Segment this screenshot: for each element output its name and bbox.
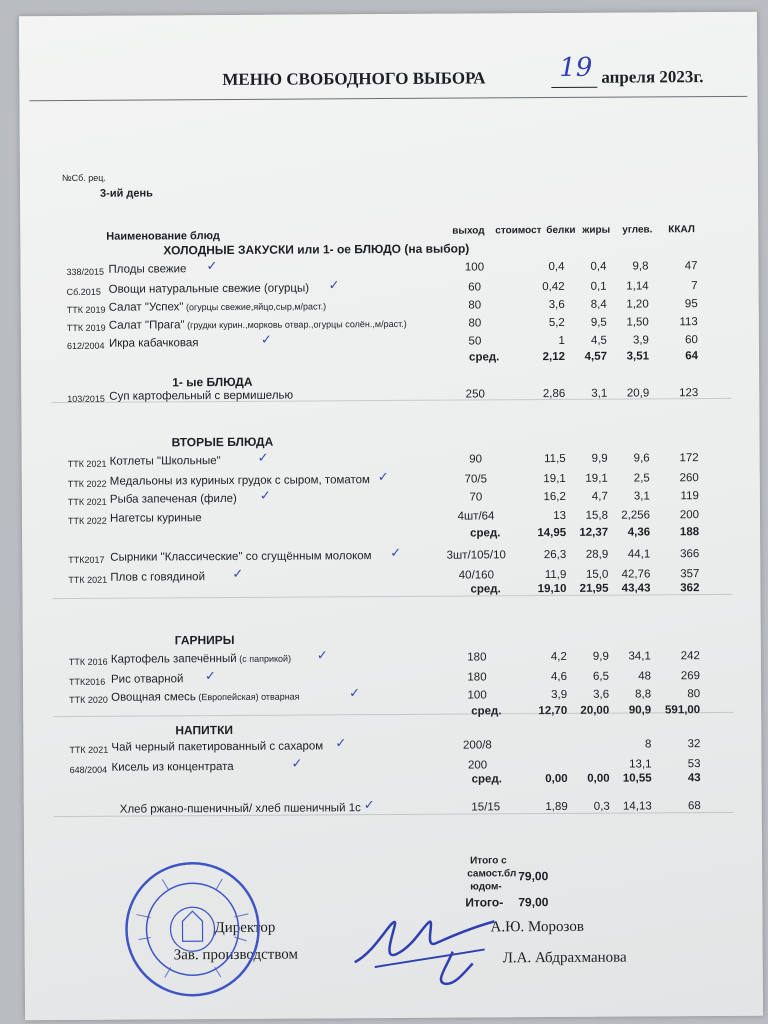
avg-protein: 2,12 <box>542 350 566 364</box>
kcal-value: 242 <box>680 650 700 663</box>
avg-kcal: 64 <box>685 350 699 363</box>
recipe-code: ТТК 2019 <box>66 322 106 333</box>
fat-value: 3,1 <box>591 387 608 400</box>
output-value: 180 <box>467 671 487 684</box>
bread-kcal: 68 <box>687 800 701 813</box>
avg-protein: 0,00 <box>545 772 568 786</box>
dish-note: (огурцы свежие,яйцо,сыр,м/раст.) <box>183 301 327 313</box>
carbs-value: 1,50 <box>626 316 649 329</box>
col-protein-header: белки <box>546 224 576 237</box>
protein-value: 11,5 <box>544 452 566 466</box>
kcal-value: 47 <box>684 260 698 273</box>
bread-name: Хлеб ржано-пшеничный/ хлеб пшеничный 1с <box>119 802 361 816</box>
dish-title: Рис отварной <box>110 673 184 686</box>
protein-value: 19,1 <box>543 472 566 486</box>
dish-title: Овощи натуральные свежие (огурцы) <box>108 282 310 296</box>
check-mark-icon: ✓ <box>328 277 340 293</box>
output-value: 60 <box>468 281 482 294</box>
dish-name <box>110 571 205 584</box>
recipe-code: 338/2015 <box>66 266 105 277</box>
recipe-code: ТТК 2021 <box>67 496 107 507</box>
kcal-value: 53 <box>687 758 701 771</box>
dish-title: Медальоны из куриных грудок с сыром, томатом <box>109 474 370 488</box>
protein-value: 4,6 <box>550 670 568 684</box>
check-mark-icon: ✓ <box>363 797 375 813</box>
average-label: сред. <box>471 705 502 718</box>
dish-title: Чай черный пакетированный с сахаром <box>111 740 324 754</box>
recipe-code: ТТК 2021 <box>67 458 107 469</box>
bread-carbs: 14,13 <box>622 800 652 813</box>
totals-label-1: Итого с <box>470 855 507 867</box>
dish-note: (с паприкой) <box>236 653 292 664</box>
avg-carbs: 43,43 <box>621 582 651 595</box>
dish-title: Суп картофельный с вермишелью <box>109 389 294 403</box>
section-garnish: ГАРНИРЫ <box>174 632 235 648</box>
recipe-code: ТТК 2019 <box>66 304 106 315</box>
dish-title: Котлеты "Школьные" <box>109 455 221 468</box>
kcal-value: 269 <box>680 670 701 683</box>
output-value: 3шт/105/10 <box>446 549 506 562</box>
dish-title: Сырники "Классические" со сгущённым молоком <box>110 550 372 564</box>
dish-name <box>110 493 237 506</box>
totals-value-2: 79,00 <box>518 895 549 910</box>
protein-value: 5,2 <box>548 316 565 330</box>
dish-title: Рыба запеченая (филе) <box>109 492 237 506</box>
protein-value: 13 <box>553 509 567 523</box>
handwritten-day: 19 <box>559 52 593 83</box>
bread-protein: 1,89 <box>545 800 568 814</box>
carbs-value: 3,9 <box>632 334 649 347</box>
avg-fat: 12,37 <box>579 526 609 539</box>
dish-name <box>110 550 371 564</box>
avg-kcal: 188 <box>679 526 700 539</box>
header-rule <box>29 96 747 101</box>
protein-value: 3,9 <box>551 688 568 702</box>
dish-note: (Европейская) отварная <box>195 691 300 703</box>
chef-title: Зав. производством <box>173 946 299 964</box>
avg-kcal: 362 <box>680 582 700 595</box>
director-name: А.Ю. Морозов <box>490 918 584 936</box>
dish-name <box>111 761 233 774</box>
fat-value: 6,5 <box>592 670 610 683</box>
kcal-value: 366 <box>680 548 700 561</box>
output-value: 80 <box>468 299 482 312</box>
avg-carbs: 4,36 <box>627 526 651 539</box>
kcal-value: 357 <box>680 568 700 581</box>
kcal-value: 260 <box>679 472 699 485</box>
output-value: 80 <box>468 317 482 330</box>
kcal-value: 123 <box>679 387 699 400</box>
recipe-code: Сб.2015 <box>66 286 101 297</box>
director-title: Директор <box>214 919 276 937</box>
check-mark-icon: ✓ <box>259 487 271 503</box>
col-fat-header: жиры <box>582 224 611 236</box>
carbs-value: 3,1 <box>633 490 650 503</box>
dish-name <box>111 740 323 753</box>
protein-value: 26,3 <box>543 548 567 562</box>
check-mark-icon: ✓ <box>377 469 389 485</box>
recipe-number-label: №Сб. рец. <box>61 172 106 184</box>
output-value: 70 <box>469 491 483 504</box>
avg-fat: 20,00 <box>580 704 610 717</box>
day-label: 3-ий день <box>99 187 153 200</box>
fat-value: 9,5 <box>590 316 607 329</box>
protein-value: 11,9 <box>544 568 567 582</box>
kcal-value: 119 <box>680 490 699 503</box>
avg-carbs: 10,55 <box>622 772 652 785</box>
menu-document <box>19 12 763 1020</box>
carbs-value: 48 <box>638 670 652 683</box>
check-mark-icon: ✓ <box>232 565 244 581</box>
output-value: 180 <box>467 651 487 664</box>
recipe-code: ТТК2017 <box>68 554 105 565</box>
avg-kcal: 43 <box>687 772 701 785</box>
kcal-value: 32 <box>687 738 701 751</box>
carbs-value: 2,5 <box>633 472 650 485</box>
check-mark-icon: ✓ <box>335 735 347 751</box>
dish-name <box>109 337 199 350</box>
avg-carbs: 3,51 <box>626 350 650 363</box>
kcal-value: 200 <box>679 509 700 522</box>
dish-name <box>110 474 370 488</box>
fat-value: 3,6 <box>593 688 610 701</box>
section-cold: ХОЛОДНЫЕ ЗАКУСКИ или 1- ое БЛЮДО (на выбор) <box>163 241 470 258</box>
protein-value: 4,2 <box>550 650 567 664</box>
check-mark-icon: ✓ <box>390 544 402 561</box>
dish-title: Салат "Успех" <box>108 301 184 314</box>
recipe-code: 103/2015 <box>67 393 105 404</box>
recipe-code: ТТК 2021 <box>69 744 109 755</box>
carbs-value: 34,1 <box>628 650 651 663</box>
average-label: сред. <box>470 583 501 596</box>
check-mark-icon: ✓ <box>257 449 269 465</box>
protein-value: 0,4 <box>548 260 565 274</box>
dish-name <box>108 263 186 275</box>
output-value: 100 <box>464 261 485 274</box>
document-title: МЕНЮ СВОБОДНОГО ВЫБОРА <box>222 68 486 90</box>
carbs-value: 13,1 <box>629 758 652 771</box>
dish-title: Картофель запечённый <box>110 652 237 666</box>
carbs-value: 42,76 <box>621 568 651 581</box>
kcal-value: 113 <box>679 316 698 329</box>
check-mark-icon: ✓ <box>349 685 361 701</box>
recipe-code: ТТК 2022 <box>67 515 107 526</box>
dish-name <box>109 282 310 295</box>
output-value: 100 <box>467 689 487 702</box>
signature-strokes <box>334 891 505 1002</box>
fat-value: 4,5 <box>590 334 607 347</box>
fat-value: 15,8 <box>585 509 609 522</box>
totals-value-1: 79,00 <box>518 869 549 884</box>
carbs-value: 2,256 <box>621 509 651 522</box>
avg-fat: 21,95 <box>579 582 609 595</box>
col-kcal-header: ККАЛ <box>668 224 695 236</box>
bread-output: 15/15 <box>471 801 501 814</box>
fat-value: 4,7 <box>591 490 608 503</box>
avg-protein: 19,10 <box>537 582 567 596</box>
avg-protein: 12,70 <box>538 704 568 718</box>
fat-value: 15,0 <box>585 568 609 581</box>
protein-value: 0,42 <box>542 280 565 294</box>
average-label: сред. <box>468 351 500 364</box>
carbs-value: 44,1 <box>627 548 651 561</box>
carbs-value: 8 <box>644 738 652 751</box>
section-second: ВТОРЫЕ БЛЮДА <box>171 434 274 450</box>
chef-name: Л.А. Абдрахманова <box>502 949 627 967</box>
fat-value: 0,4 <box>590 260 607 273</box>
dish-title: Плов с говядиной <box>110 571 206 584</box>
date-month-year: апреля 2023г. <box>601 67 704 87</box>
avg-fat: 0,00 <box>587 772 610 785</box>
dish-name <box>111 691 300 704</box>
col-output-header: выход <box>452 225 485 237</box>
check-mark-icon: ✓ <box>204 668 216 684</box>
dish-title: Нагетсы куриные <box>109 512 202 525</box>
dish-title: Салат "Прага" <box>108 319 185 332</box>
date-underline <box>551 87 597 88</box>
carbs-value: 20,9 <box>626 387 650 400</box>
recipe-code: 648/2004 <box>69 764 108 775</box>
official-stamp <box>122 859 263 1000</box>
dish-title: Плоды свежие <box>108 263 187 276</box>
kcal-value: 80 <box>687 688 701 701</box>
protein-value: 16,2 <box>543 490 566 504</box>
bread-fat: 0,3 <box>593 800 610 813</box>
col-name-header: Наименование блюд <box>106 230 220 243</box>
average-label: сред. <box>471 773 502 786</box>
fat-value: 9,9 <box>592 650 609 663</box>
dish-note: (грудки курин.,морковь отвар.,огурцы солён.,м/раст.) <box>184 318 407 331</box>
output-value: 50 <box>468 335 482 348</box>
output-value: 70/5 <box>464 473 488 486</box>
kcal-value: 95 <box>684 298 698 311</box>
section-first: 1- ые БЛЮДА <box>172 374 253 390</box>
fat-value: 19,1 <box>585 472 608 485</box>
carbs-value: 9,6 <box>633 452 650 465</box>
col-carbs-header: углев. <box>622 224 653 236</box>
check-mark-icon: ✓ <box>260 331 272 347</box>
totals-label-3: юдом- <box>470 881 502 893</box>
dish-title: Кисель из концентрата <box>111 760 234 774</box>
kcal-value: 60 <box>685 334 698 347</box>
kcal-value: 172 <box>679 452 699 465</box>
output-value: 4шт/64 <box>457 510 495 523</box>
recipe-code: ТТК 2022 <box>67 478 107 489</box>
avg-kcal: 591,00 <box>664 704 701 717</box>
protein-value: 3,6 <box>548 298 565 312</box>
totals-label-2: самост.бл <box>467 868 517 880</box>
dish-name <box>110 512 202 525</box>
protein-value: 1 <box>558 334 565 347</box>
dish-name <box>111 653 291 666</box>
section-drinks: НАПИТКИ <box>175 722 234 738</box>
output-value: 200 <box>467 759 488 772</box>
row-divider <box>52 594 732 599</box>
fat-value: 8,4 <box>590 298 607 311</box>
recipe-code: ТТК2016 <box>68 676 106 687</box>
avg-carbs: 90,9 <box>628 704 652 717</box>
dish-name <box>109 300 327 313</box>
avg-fat: 4,57 <box>584 350 608 363</box>
dish-title: Овощная смесь <box>111 691 196 704</box>
recipe-code: ТТК 2020 <box>69 694 108 705</box>
check-mark-icon: ✓ <box>291 755 303 771</box>
check-mark-icon: ✓ <box>316 647 328 663</box>
fat-value: 28,9 <box>585 548 609 561</box>
avg-protein: 14,95 <box>537 526 567 540</box>
carbs-value: 1,20 <box>626 298 649 311</box>
fat-value: 9,9 <box>591 452 608 465</box>
totals-label-4: Итого- <box>465 895 504 910</box>
recipe-code: ТТК 2016 <box>68 656 108 667</box>
average-label: сред. <box>470 527 501 540</box>
output-value: 200/8 <box>462 739 492 752</box>
kcal-value: 7 <box>691 280 698 293</box>
carbs-value: 9,8 <box>632 260 649 273</box>
fat-value: 0,1 <box>590 280 607 293</box>
dish-name <box>109 318 407 332</box>
output-value: 250 <box>465 388 485 401</box>
recipe-code: 612/2004 <box>66 340 105 351</box>
protein-value: 2,86 <box>542 387 566 401</box>
dish-name <box>111 673 183 685</box>
col-cost-header: стоимост <box>495 225 542 237</box>
dish-name <box>110 455 221 468</box>
check-mark-icon: ✓ <box>206 258 218 274</box>
dish-title: Икра кабачковая <box>108 337 199 350</box>
recipe-code: ТТК 2021 <box>68 574 108 585</box>
output-value: 40/160 <box>458 569 494 582</box>
carbs-value: 1,14 <box>626 280 649 293</box>
carbs-value: 8,8 <box>635 688 652 701</box>
output-value: 90 <box>469 453 483 466</box>
